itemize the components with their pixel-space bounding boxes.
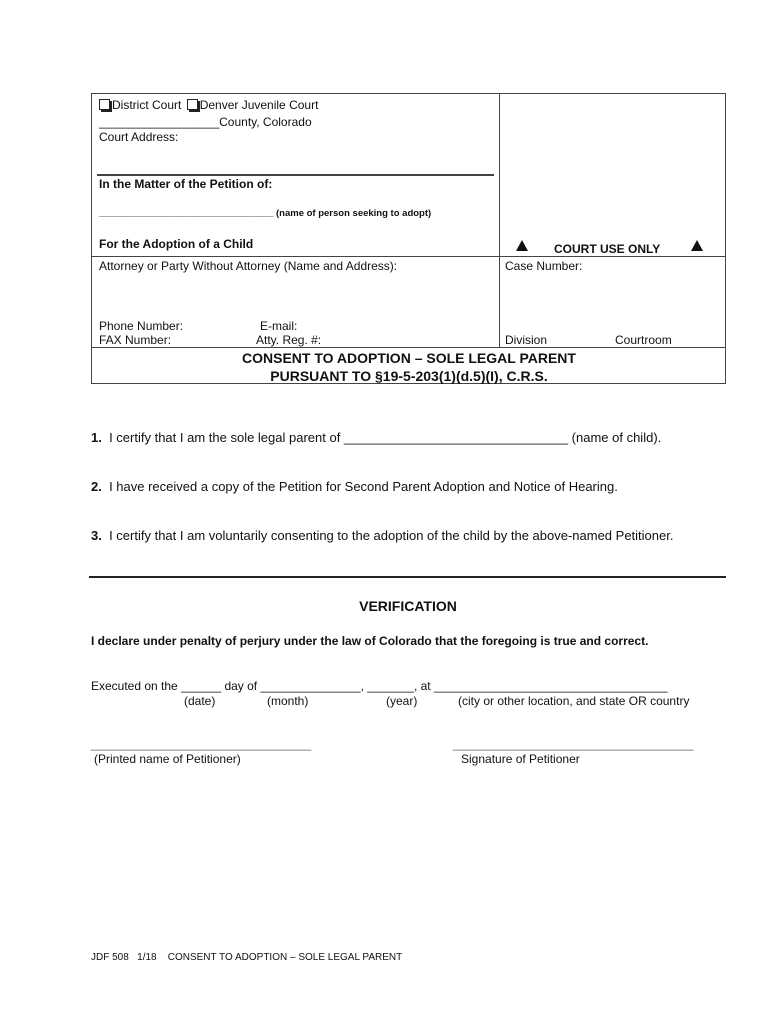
footer — [91, 952, 402, 963]
location-label: (city or other location, and state OR country — [458, 694, 690, 708]
statement-1 — [91, 430, 661, 445]
district-court-label: District Court — [112, 98, 182, 112]
division-label: Division — [505, 333, 548, 347]
county-line[interactable]: __________________County, Colorado — [99, 115, 312, 129]
caption-divider-attorney — [91, 256, 726, 257]
printed-name-line[interactable]: _________________________________ — [91, 737, 312, 751]
caption-divider-vertical — [499, 93, 500, 347]
statement-number: 1. — [91, 430, 102, 445]
verification-heading: VERIFICATION — [359, 598, 457, 614]
verification-separator — [89, 576, 726, 578]
courtroom-label: Courtroom — [615, 333, 672, 347]
up-arrow-icon — [516, 240, 528, 251]
form-title-line-2: PURSUANT TO §19-5-203(1)(d.5)(I), C.R.S. — [270, 368, 548, 384]
email-label: E-mail: — [260, 319, 298, 333]
footer-revision: 1/18 — [137, 952, 157, 963]
year-label: (year) — [386, 694, 418, 708]
statement-text: I certify that I am the sole legal parent of _______________________________ (name of child). — [109, 430, 662, 445]
juvenile-court-label: Denver Juvenile Court — [199, 98, 319, 112]
signature-line[interactable]: ____________________________________ — [453, 737, 694, 751]
fax-label: FAX Number: — [99, 333, 172, 347]
statement-number: 2. — [91, 479, 102, 494]
form-title-line-1: CONSENT TO ADOPTION – SOLE LEGAL PARENT — [242, 350, 576, 366]
printed-name-label: (Printed name of Petitioner) — [94, 752, 241, 766]
statement-2 — [91, 479, 618, 494]
caption-divider-title — [91, 347, 726, 348]
executed-line[interactable]: Executed on the ______ day of _______________, _______, at ___________________________________ — [91, 679, 668, 693]
statement-text: I have received a copy of the Petition for Second Parent Adoption and Notice of Hearing. — [109, 479, 618, 494]
verification-declaration: I declare under penalty of perjury under the law of Colorado that the foregoing is true and correct. — [91, 634, 649, 648]
footer-form-id: JDF 508 — [91, 952, 129, 963]
matter-separator — [97, 174, 494, 176]
court-type-row — [99, 98, 318, 112]
statement-number: 3. — [91, 528, 102, 543]
adoption-of-label: For the Adoption of a Child — [99, 237, 254, 251]
court-use-only-label: COURT USE ONLY — [554, 242, 661, 256]
date-label: (date) — [184, 694, 216, 708]
matter-label: In the Matter of the Petition of: — [99, 177, 273, 191]
month-label: (month) — [267, 694, 309, 708]
up-arrow-icon — [691, 240, 703, 251]
signature-label: Signature of Petitioner — [461, 752, 580, 766]
juvenile-court-checkbox[interactable] — [187, 99, 198, 110]
atty-reg-label: Atty. Reg. #: — [256, 333, 322, 347]
petitioner-name-line[interactable]: _________________________________ (name of person seeking to adopt) — [99, 208, 432, 219]
case-number-label: Case Number: — [505, 259, 583, 273]
attorney-label: Attorney or Party Without Attorney (Name and Address): — [99, 259, 398, 273]
statement-3 — [91, 528, 673, 543]
footer-form-name: CONSENT TO ADOPTION – SOLE LEGAL PARENT — [167, 952, 403, 963]
statement-text: I certify that I am voluntarily consenting to the adoption of the child by the above-named Petitioner. — [109, 528, 674, 543]
phone-label: Phone Number: — [99, 319, 184, 333]
court-address-label: Court Address: — [99, 130, 179, 144]
district-court-checkbox[interactable] — [99, 99, 110, 110]
